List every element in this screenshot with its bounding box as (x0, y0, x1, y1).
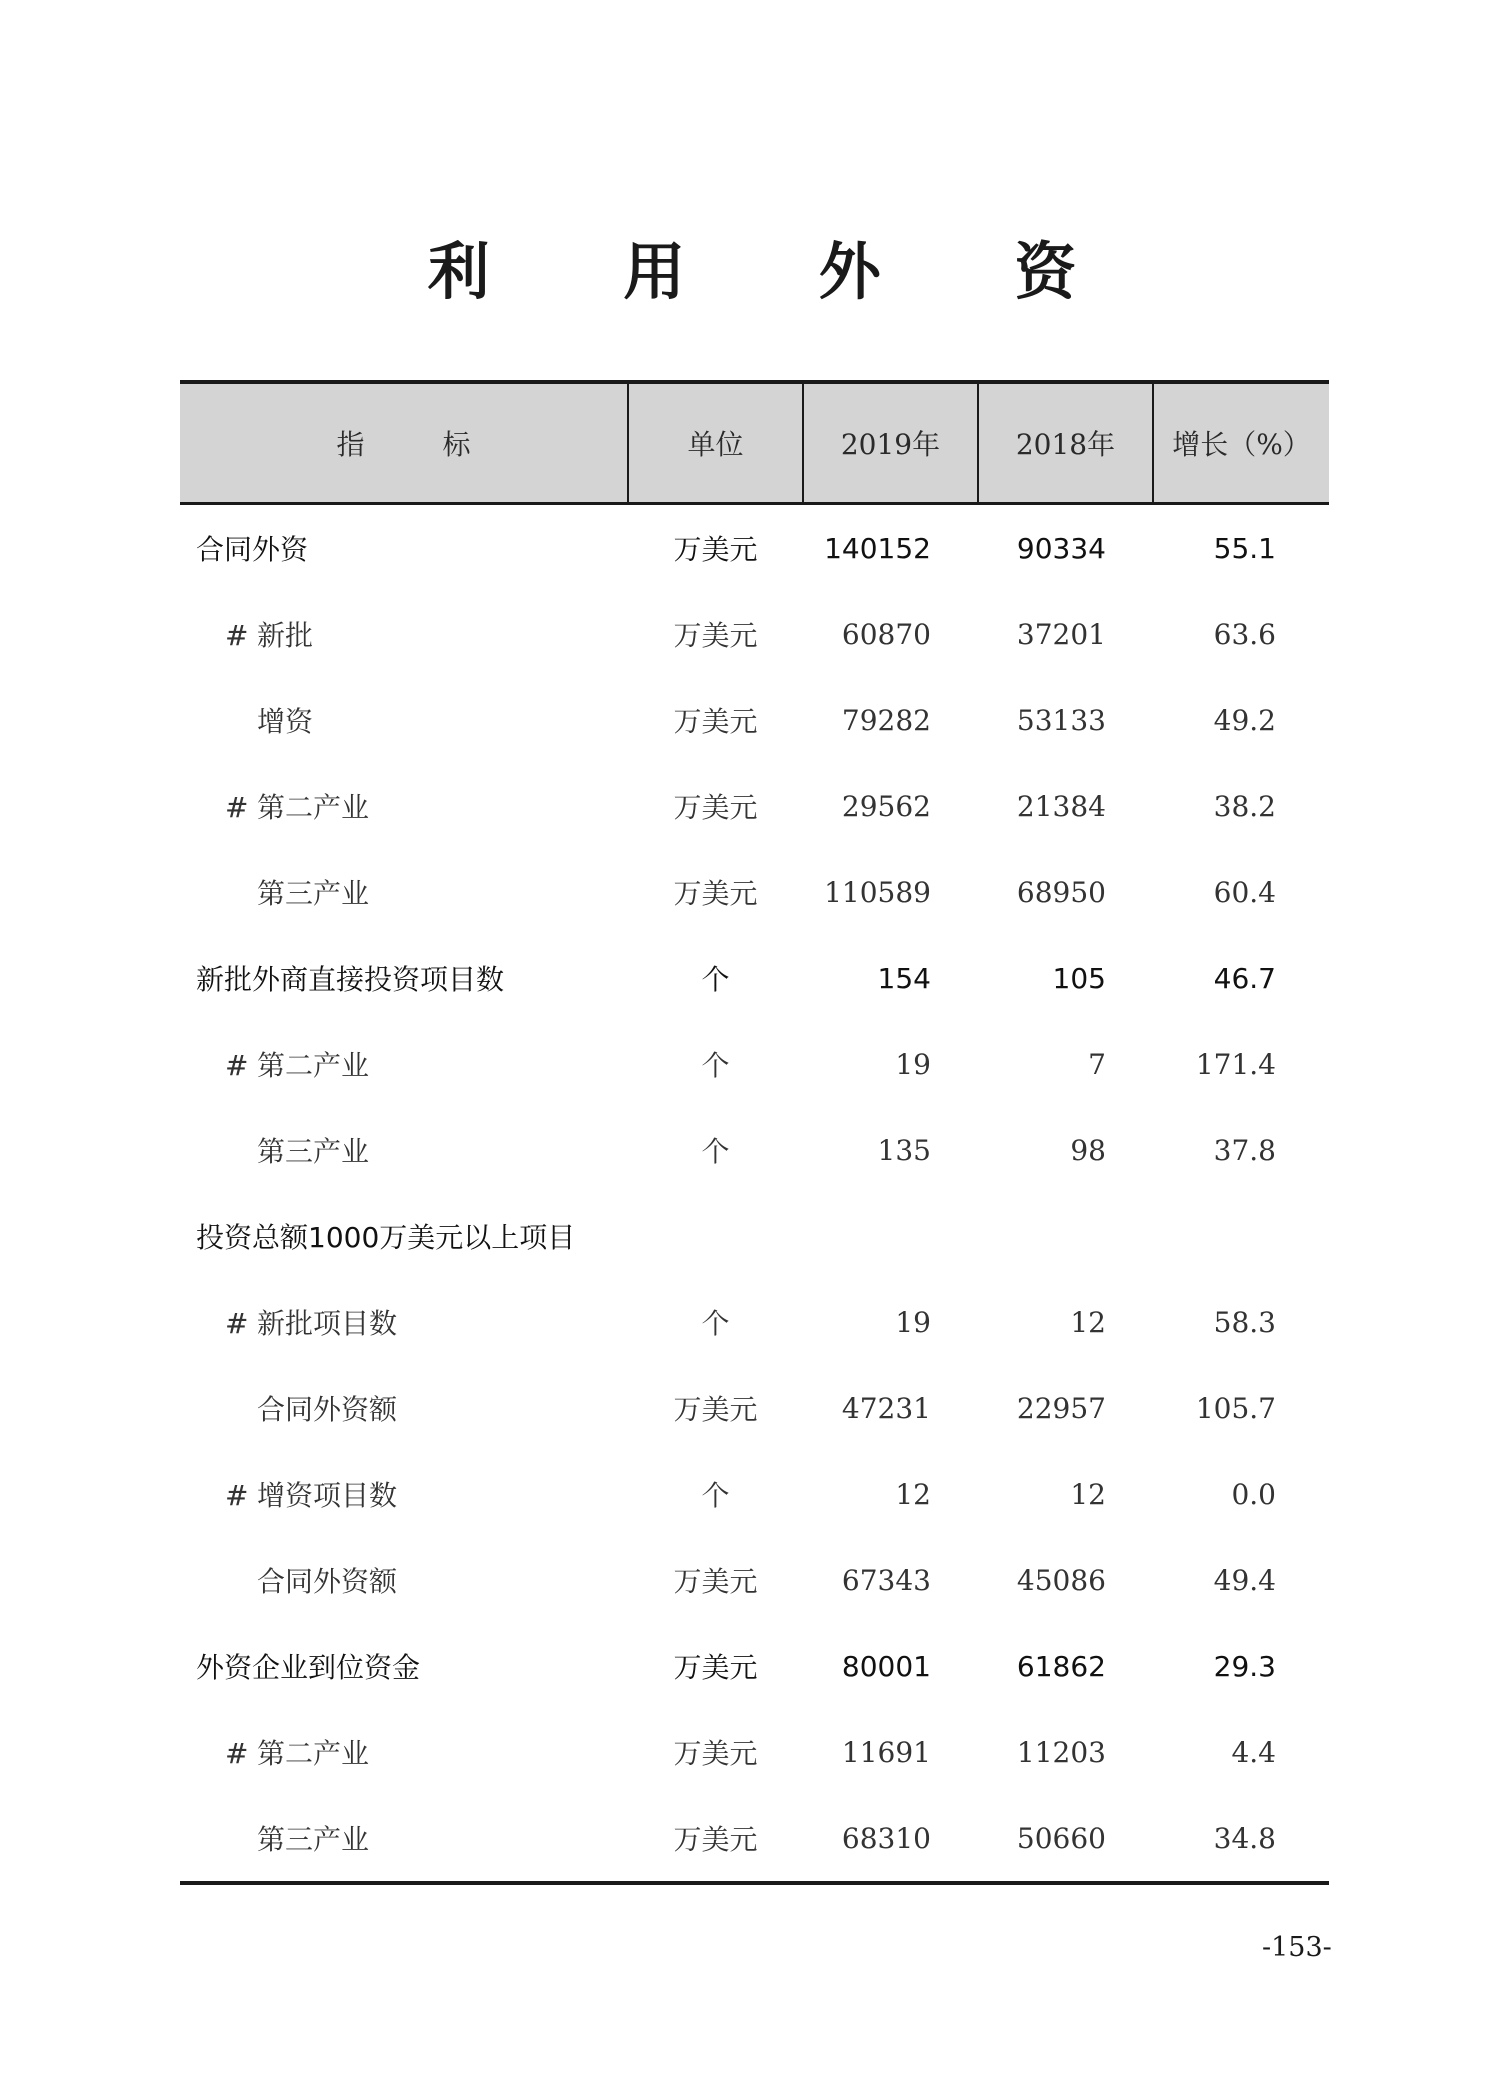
row-label: 合同外资额 (257, 1393, 398, 1426)
row-unit: 个 (701, 1135, 730, 1168)
row-unit: 万美元 (673, 791, 758, 824)
header-year-2018: 2018年 (978, 382, 1153, 504)
row-label: 增资 (257, 705, 314, 738)
row-value-2018: 98 (1070, 1133, 1106, 1167)
row-growth (1153, 1193, 1329, 1279)
row-label: 合同外资额 (257, 1565, 398, 1598)
table-row (180, 935, 1329, 1021)
row-unit: 个 (701, 1479, 730, 1512)
row-label: 第三产业 (257, 1823, 370, 1856)
row-unit: 万美元 (673, 705, 758, 738)
row-mark: # (225, 619, 249, 652)
table-row (180, 591, 1329, 677)
row-value-2019: 135 (877, 1133, 931, 1167)
row-indicator (180, 1193, 628, 1279)
table-row (180, 1193, 1329, 1279)
row-value-2018: 37201 (1016, 617, 1106, 651)
row-value-2018: 12 (1070, 1477, 1106, 1511)
row-unit: 万美元 (673, 1565, 758, 1598)
row-value-2019: 110589 (824, 875, 931, 909)
row-value-2019: 154 (877, 961, 931, 995)
row-value-2018: 12 (1070, 1305, 1106, 1339)
row-value-2019: 68310 (803, 1795, 978, 1883)
row-label: 新批 (257, 619, 314, 652)
row-value-2019: 29562 (841, 789, 931, 823)
row-value-2018: 50660 (978, 1795, 1153, 1883)
table-row (180, 1451, 1329, 1537)
row-indicator (180, 1795, 628, 1883)
table-row (180, 1107, 1329, 1193)
row-unit (628, 1193, 803, 1279)
row-value-2018: 45086 (1016, 1563, 1106, 1597)
row-label: 第二产业 (257, 791, 370, 824)
row-value-2019: 67343 (841, 1563, 931, 1597)
row-growth: 49.2 (1213, 703, 1276, 737)
row-label: 第二产业 (257, 1737, 370, 1770)
header-indicator-char-2: 标 (442, 428, 471, 461)
header-growth: 增长（%） (1153, 382, 1329, 504)
table-row (180, 1795, 1329, 1883)
row-indicator (180, 1107, 628, 1193)
row-value-2019: 19 (895, 1047, 931, 1081)
row-mark: # (225, 791, 249, 824)
row-indicator (180, 935, 628, 1021)
row-indicator (180, 1623, 628, 1709)
row-label: 外资企业到位资金 (196, 1651, 421, 1684)
row-value-2019: 19 (895, 1305, 931, 1339)
row-label: 新批项目数 (257, 1307, 398, 1340)
row-value-2018 (978, 1193, 1153, 1279)
row-growth: 55.1 (1213, 531, 1276, 565)
row-value-2018: 7 (1088, 1047, 1106, 1081)
row-value-2018: 53133 (1016, 703, 1106, 737)
row-indicator (180, 849, 628, 935)
foreign-investment-table (180, 380, 1329, 1885)
row-label: 第三产业 (257, 1135, 370, 1168)
row-indicator (180, 677, 628, 763)
row-mark: # (225, 1479, 249, 1512)
row-value-2019: 80001 (841, 1649, 931, 1683)
row-unit: 个 (701, 1307, 730, 1340)
row-indicator (180, 1021, 628, 1107)
row-mark: # (225, 1737, 249, 1770)
row-value-2018: 21384 (1016, 789, 1106, 823)
table-row (180, 849, 1329, 935)
row-indicator (180, 1537, 628, 1623)
header-indicator (180, 382, 628, 504)
row-growth: 0.0 (1231, 1477, 1276, 1511)
row-growth: 105.7 (1195, 1391, 1276, 1425)
row-label: 合同外资 (196, 533, 309, 566)
row-value-2019: 11691 (841, 1735, 931, 1769)
table-row (180, 1709, 1329, 1795)
row-value-2019: 47231 (841, 1391, 931, 1425)
row-value-2018: 22957 (1016, 1391, 1106, 1425)
table-row (180, 504, 1329, 592)
row-indicator (180, 504, 628, 592)
table-row (180, 1279, 1329, 1365)
row-value-2019: 60870 (841, 617, 931, 651)
row-growth: 29.3 (1213, 1649, 1276, 1683)
row-growth: 34.8 (1153, 1795, 1329, 1883)
table-row (180, 677, 1329, 763)
row-growth: 46.7 (1213, 961, 1276, 995)
row-indicator (180, 1365, 628, 1451)
header-year-2019: 2019年 (803, 382, 978, 504)
row-value-2018: 90334 (1016, 531, 1106, 565)
row-indicator (180, 1451, 628, 1537)
header-indicator-char-1: 指 (336, 428, 365, 461)
row-unit: 万美元 (673, 1393, 758, 1426)
table-row (180, 1021, 1329, 1107)
row-unit: 万美元 (673, 533, 758, 566)
row-mark: # (225, 1307, 249, 1340)
row-unit: 个 (701, 963, 730, 996)
row-label: 第三产业 (257, 877, 370, 910)
row-unit: 万美元 (628, 1795, 803, 1883)
page-number: -153- (1262, 1932, 1332, 1963)
row-mark: # (225, 1049, 249, 1082)
table-row (180, 1623, 1329, 1709)
row-value-2019: 140152 (824, 531, 931, 565)
row-growth: 60.4 (1213, 875, 1276, 909)
row-unit: 个 (701, 1049, 730, 1082)
row-indicator (180, 1709, 628, 1795)
row-value-2018: 105 (1052, 961, 1106, 995)
row-unit: 万美元 (673, 1737, 758, 1770)
row-indicator (180, 1279, 628, 1365)
row-value-2018: 11203 (1016, 1735, 1106, 1769)
header-unit: 单位 (628, 382, 803, 504)
row-growth: 37.8 (1213, 1133, 1276, 1167)
row-unit: 万美元 (673, 619, 758, 652)
row-growth: 49.4 (1213, 1563, 1276, 1597)
table-row (180, 1537, 1329, 1623)
row-label: 增资项目数 (257, 1479, 398, 1512)
row-indicator (180, 763, 628, 849)
row-growth: 4.4 (1231, 1735, 1276, 1769)
row-label: 新批外商直接投资项目数 (196, 963, 505, 996)
row-label: 投资总额1000万美元以上项目 (196, 1221, 576, 1254)
table-row (180, 763, 1329, 849)
row-unit: 万美元 (673, 1651, 758, 1684)
row-growth: 171.4 (1195, 1047, 1276, 1081)
row-growth: 58.3 (1213, 1305, 1276, 1339)
table-row (180, 1365, 1329, 1451)
row-value-2018: 68950 (1016, 875, 1106, 909)
row-growth: 63.6 (1213, 617, 1276, 651)
row-indicator (180, 591, 628, 677)
row-value-2019: 79282 (841, 703, 931, 737)
row-value-2018: 61862 (1016, 1649, 1106, 1683)
row-label: 第二产业 (257, 1049, 370, 1082)
row-unit: 万美元 (673, 877, 758, 910)
row-value-2019: 12 (895, 1477, 931, 1511)
page-title: 利 用 外 资 (427, 235, 1133, 308)
table-header-row (180, 382, 1329, 504)
row-value-2019 (803, 1193, 978, 1279)
row-growth: 38.2 (1213, 789, 1276, 823)
